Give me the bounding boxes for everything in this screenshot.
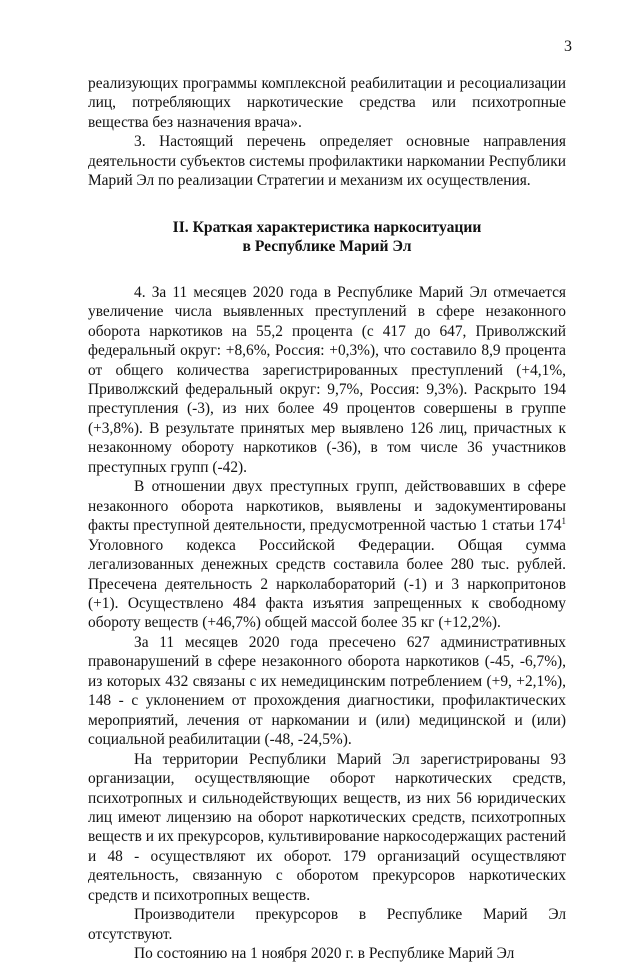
section-heading-line-1: II. Краткая характеристика наркоситуации bbox=[172, 218, 482, 236]
paragraph-administrative-offenses: За 11 месяцев 2020 года пресечено 627 административных правонарушений в сфере незаконного оборота наркотиков (-45, -6,7%), из которых 432 связаны с их немедицинским потреблением (+9, +2,1%), 148 - с уклонением от прохождения диагностики, профилактических мероприятий, лечения от наркомании и (или) медицинской и (или) социальной реабилитации (-48, -24,5%). bbox=[88, 633, 566, 749]
section-heading-line-2: в Республике Марий Эл bbox=[242, 238, 412, 256]
section-heading bbox=[88, 218, 566, 257]
paragraph-text: Уголовного кодекса Российской Федерации. Общая сумма легализованных денежных средств составила более 280 тыс. рублей. Пресечена деятельность 2 нарколабораторий (-1) и 3 наркопритонов (+1). Осуществлено 484 факта изъятия запрещенных к свободному обороту веществ (+46,7%) общей массой более 35 кг (+12,2%). bbox=[88, 536, 566, 632]
paragraph-continuation: реализующих программы комплексной реабилитации и ресоциализации лиц, потребляющих наркотические средства или психотропные вещества без назначения врача». bbox=[88, 75, 566, 131]
paragraph-organizations: На территории Республики Марий Эл зарегистрированы 93 организации, осуществляющие оборот наркотических средств, психотропных и сильнодействующих веществ, из них 56 юридических лиц имеют лицензию на оборот наркотических средств, психотропных веществ и их прекурсоров, культивирование наркосодержащих растений и 48 - осуществляют их оборот. 179 организаций осуществляют деятельность, связанную с оборотом прекурсоров наркотических средств и психотропных веществ. bbox=[88, 750, 566, 904]
page-number: 3 bbox=[564, 38, 572, 55]
paragraph-text: В отношении двух преступных групп, действовавших в сфере незаконного оборота наркотиков, выявлены и задокументированы факты преступной деятельности, предусмотренной частью 1 статьи 174 bbox=[88, 478, 566, 535]
paragraph-item-4: 4. За 11 месяцев 2020 года в Республике Марий Эл отмечается увеличение числа выявленных преступлений в сфере незаконного оборота наркотиков на 55,2 процента (с 417 до 647, Приволжский федеральный округ: +8,6%, Россия: +0,3%), что составило 8,9 процента от общего количества зарегистрированных преступлений (+4,1%, Приволжский федеральный округ: 9,7%, Россия: 9,3%). Раскрыто 194 преступления (-3), из них более 49 процентов совершены в группе (+3,8%). В результате принятых мер выявлено 126 лиц, причастных к незаконному обороту наркотиков (-36), в том числе 36 участников преступных групп (-42). bbox=[88, 283, 566, 476]
document-body bbox=[88, 74, 566, 964]
paragraph-item-3: 3. Настоящий перечень определяет основные направления деятельности субъектов системы профилактики наркомании Республики Марий Эл по реализации Стратегии и механизм их осуществления. bbox=[88, 133, 566, 190]
paragraph-status: По состоянию на 1 ноября 2020 г. в Республике Марий Эл bbox=[134, 945, 515, 963]
article-superscript: 1 bbox=[561, 516, 566, 527]
paragraph-criminal-groups bbox=[88, 477, 566, 633]
paragraph-precursors: Производители прекурсоров в Республике Марий Эл отсутствуют. bbox=[88, 906, 566, 943]
